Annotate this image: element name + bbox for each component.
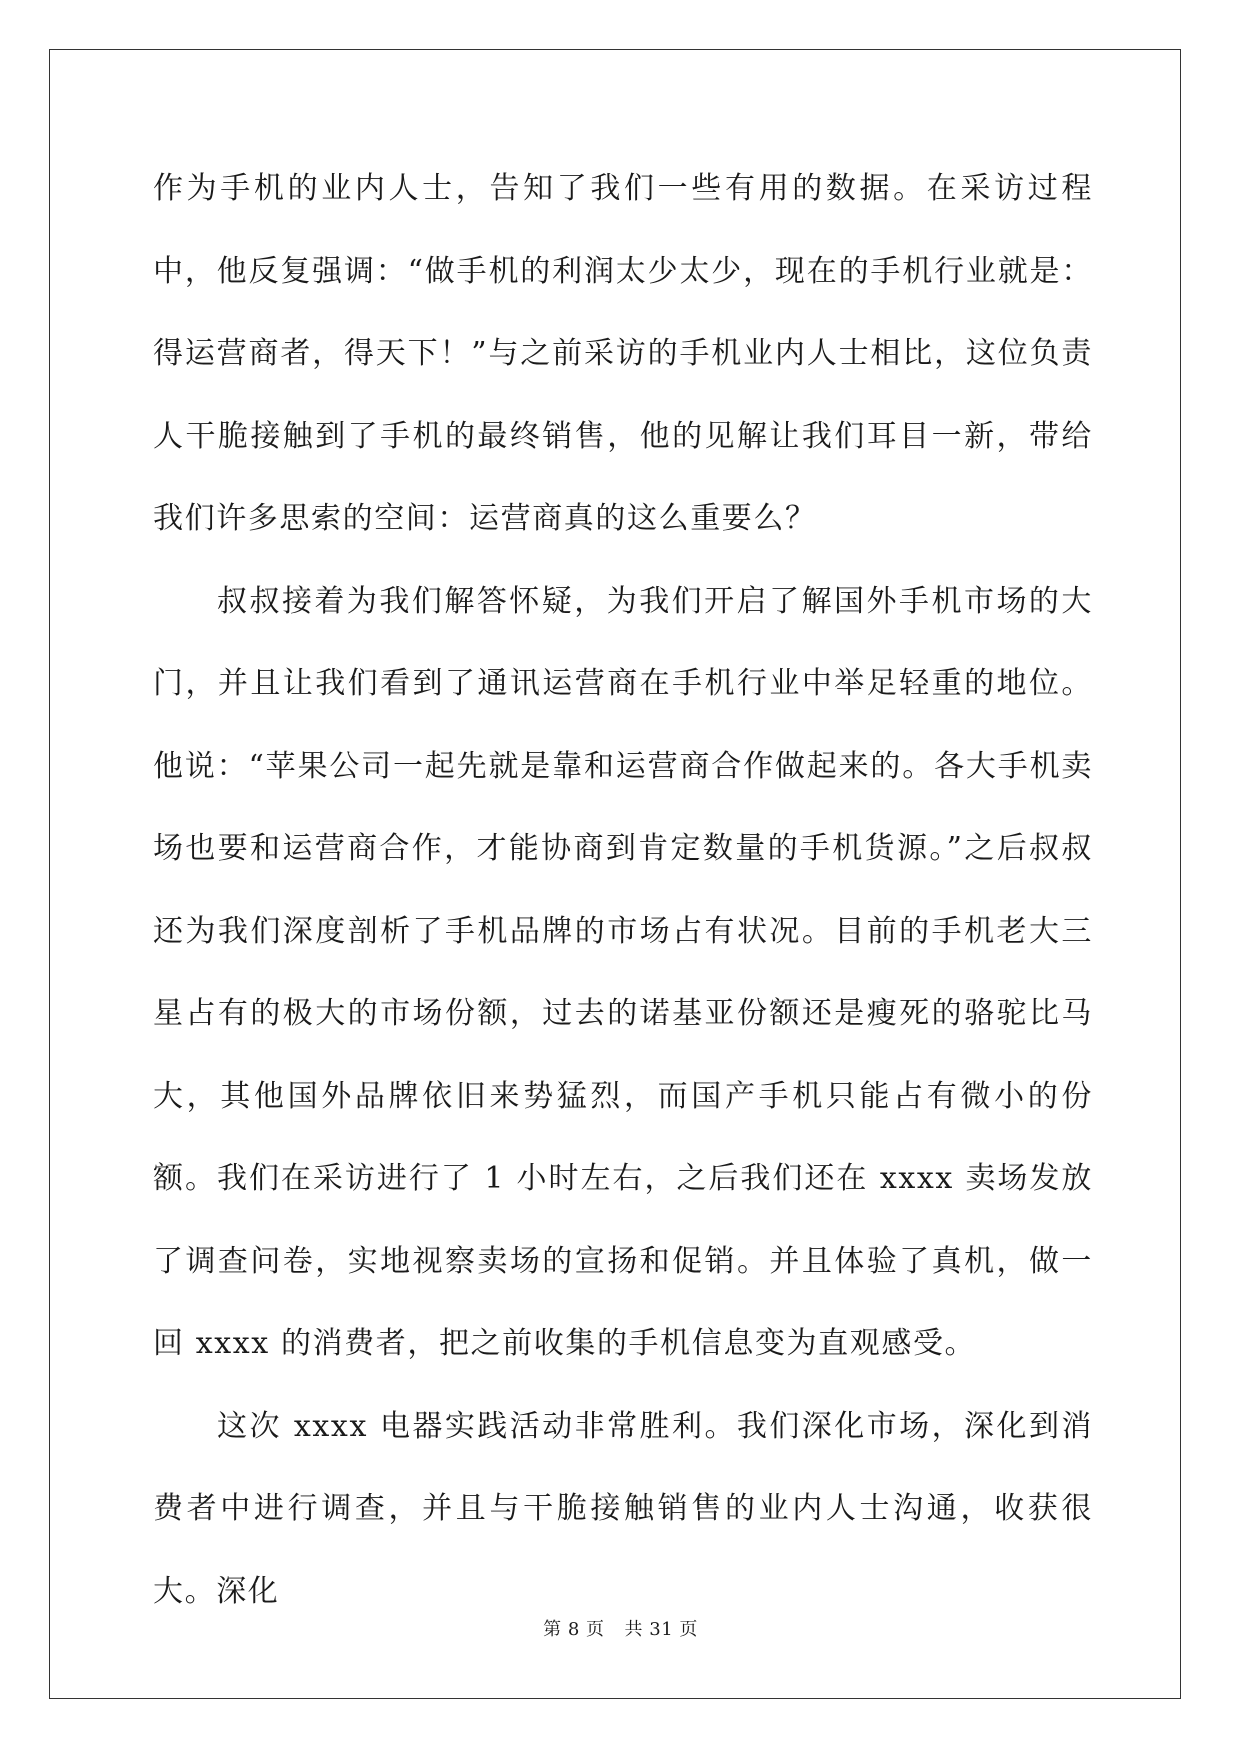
page-footer bbox=[0, 1615, 1241, 1641]
page-number: 第 8 页 bbox=[543, 1619, 605, 1640]
paragraph-1: 作为手机的业内人士，告知了我们一些有用的数据。在采访过程中，他反复强调：“做手机的利润太少太少，现在的手机行业就是：得运营商者，得天下！”与之前采访的手机业内人士相比，这位负责人干脆接触到了手机的最终销售，他的见解让我们耳目一新，带给我们许多思索的空间：运营商真的这么重要么？ bbox=[153, 171, 1093, 536]
page-total: 共 31 页 bbox=[624, 1619, 698, 1640]
paragraph-3: 这次 xxxx 电器实践活动非常胜利。我们深化市场，深化到消费者中进行调查，并且与干脆接触销售的业内人士沟通，收获很大。深化 bbox=[153, 1408, 1093, 1609]
document-body bbox=[153, 148, 1093, 1633]
paragraph-2: 叔叔接着为我们解答怀疑，为我们开启了解国外手机市场的大门，并且让我们看到了通讯运营商在手机行业中举足轻重的地位。他说：“苹果公司一起先就是靠和运营商合作做起来的。各大手机卖场也要和运营商合作，才能协商到肯定数量的手机货源。”之后叔叔还为我们深度剖析了手机品牌的市场占有状况。目前的手机老大三星占有的极大的市场份额，过去的诺基亚份额还是瘦死的骆驼比马大，其他国外品牌依旧来势猛烈，而国产手机只能占有微小的份额。我们在采访进行了 1 小时左右，之后我们还在 xxxx 卖场发放了调查问卷，实地视察卖场的宣扬和促销。并且体验了真机，做一回 xxxx 的消费者，把之前收集的手机信息变为直观感受。 bbox=[153, 583, 1093, 1361]
